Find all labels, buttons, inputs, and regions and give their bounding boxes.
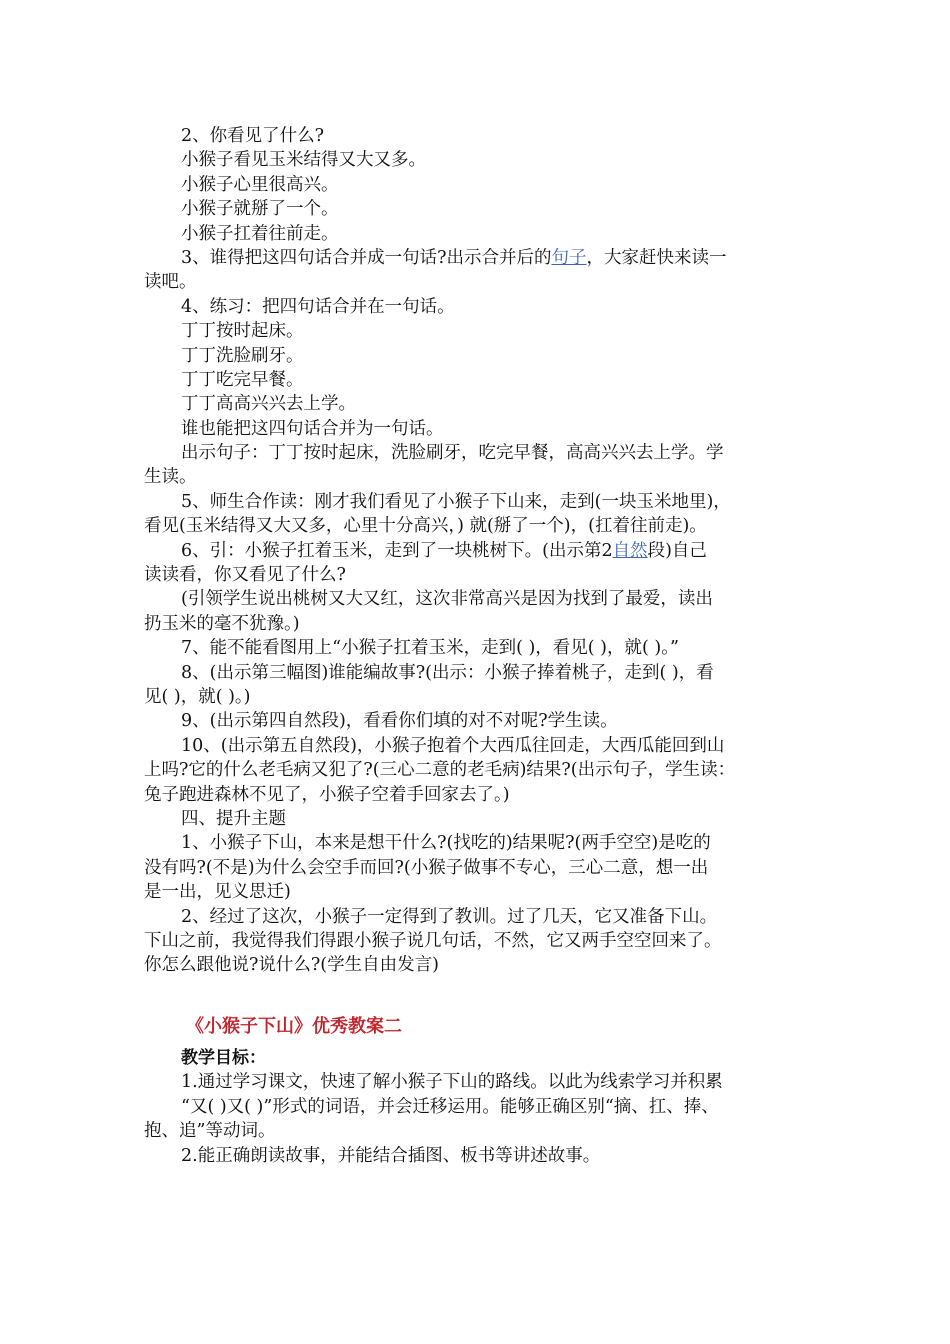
paragraph-line: 丁丁吃完早餐。	[181, 369, 304, 390]
paragraph-line: 丁丁按时起床。	[181, 321, 304, 342]
lesson-plan-body	[144, 124, 800, 978]
paragraph-line: 生读。	[144, 467, 197, 488]
paragraph-line: 谁也能把这四句话合并为一句话。	[181, 418, 444, 439]
section-title: 四、提升主题	[181, 808, 286, 829]
paragraph-line: 1.通过学习课文，快速了解小猴子下山的路线。以此为线索学习并积累	[181, 1072, 723, 1093]
paragraph-line: 4、练习：把四句话合并在一句话。	[181, 296, 455, 317]
paragraph-line: (引领学生说出桃树又大又红，这次非常高兴是因为找到了最爱，读出	[181, 589, 713, 610]
paragraph-line: 下山之前，我觉得我们得跟小猴子说几句话，不然，它又两手空空回来了。	[144, 930, 722, 951]
goals-title: 教学目标：	[181, 1048, 266, 1068]
paragraph-line: 读读看，你又看见了什么?	[144, 565, 346, 586]
paragraph-line: 扔玉米的毫不犹豫。)	[144, 613, 300, 634]
paragraph-line: 读吧。	[144, 272, 197, 293]
paragraph-line	[144, 246, 800, 270]
paragraph-line: 9、(出示第四自然段)，看看你们填的对不对呢?学生读。	[181, 711, 618, 732]
paragraph-line: 上吗?它的什么老毛病又犯了?(三心二意的老毛病)结果?(出示句子，学生读：	[144, 760, 736, 781]
paragraph-line: 10、(出示第五自然段)，小猴子抱着个大西瓜往回走，大西瓜能回到山	[181, 735, 725, 756]
paragraph-line: 小猴子就掰了一个。	[181, 199, 339, 220]
paragraph-line: 2.能正确朗读故事，并能结合插图、板书等讲述故事。	[181, 1145, 601, 1166]
text-run: 3、谁得把这四句话合并成一句话?出示合并后的	[181, 247, 552, 268]
paragraph-line	[144, 539, 800, 563]
paragraph-line: 小猴子心里很高兴。	[181, 174, 339, 195]
paragraph-line: 出示句子：丁丁按时起床，洗脸刷牙，吃完早餐，高高兴兴去上学。学	[181, 443, 724, 464]
paragraph-line: 抱、追”等动词。	[144, 1121, 276, 1142]
text-run: 6、引：小猴子扛着玉米，走到了一块桃树下。(出示第2	[181, 540, 613, 561]
paragraph-line: 5、师生合作读：刚才我们看见了小猴子下山来，走到(一块玉米地里)，	[181, 491, 731, 512]
paragraph-line: 丁丁高高兴兴去上学。	[181, 394, 356, 415]
paragraph-line: “又( )又( )”形式的词语，并会迁移运用。能够正确区别“摘、扛、捧、	[181, 1096, 719, 1117]
text-run: 段)自己	[647, 540, 707, 561]
paragraph-link[interactable]: 自然	[612, 540, 648, 561]
paragraph-line: 2、经过了这次，小猴子一定得到了教训。过了几天，它又准备下山。	[181, 906, 718, 927]
lesson-plan-heading: 《小猴子下山》优秀教案二	[186, 1016, 402, 1037]
teaching-goals	[144, 1046, 800, 1168]
sentence-link[interactable]: 句子	[551, 247, 587, 268]
paragraph-line: 小猴子看见玉米结得又大又多。	[181, 150, 426, 171]
paragraph-line: 你怎么跟他说?说什么?(学生自由发言)	[144, 955, 439, 976]
paragraph-line: 8、(出示第三幅图)谁能编故事?(出示：小猴子捧着桃子，走到( )，看	[181, 662, 714, 683]
paragraph-line: 2、你看见了什么?	[181, 126, 325, 146]
paragraph-line: 7、能不能看图用上“小猴子扛着玉米，走到( )，看见( )，就( )。”	[181, 638, 679, 659]
paragraph-line: 1、小猴子下山，本来是想干什么?(找吃的)结果呢?(两手空空)是吃的	[181, 833, 711, 854]
paragraph-line: 丁丁洗脸刷牙。	[181, 345, 304, 366]
paragraph-line: 是一出，见义思迁)	[144, 882, 291, 903]
paragraph-line: 看见(玉米结得又大又多，心里十分高兴，) 就(掰了一个)，(扛着往前走)。	[144, 516, 707, 537]
paragraph-line: 小猴子扛着往前走。	[181, 223, 339, 244]
paragraph-line: 见( )，就( )。)	[144, 686, 251, 707]
paragraph-line: 没有吗?(不是)为什么会空手而回?(小猴子做事不专心，三心二意，想一出	[144, 857, 709, 878]
text-run: ，大家赶快来读一	[586, 247, 727, 268]
paragraph-line: 兔子跑进森林不见了，小猴子空着手回家去了。)	[144, 784, 510, 805]
